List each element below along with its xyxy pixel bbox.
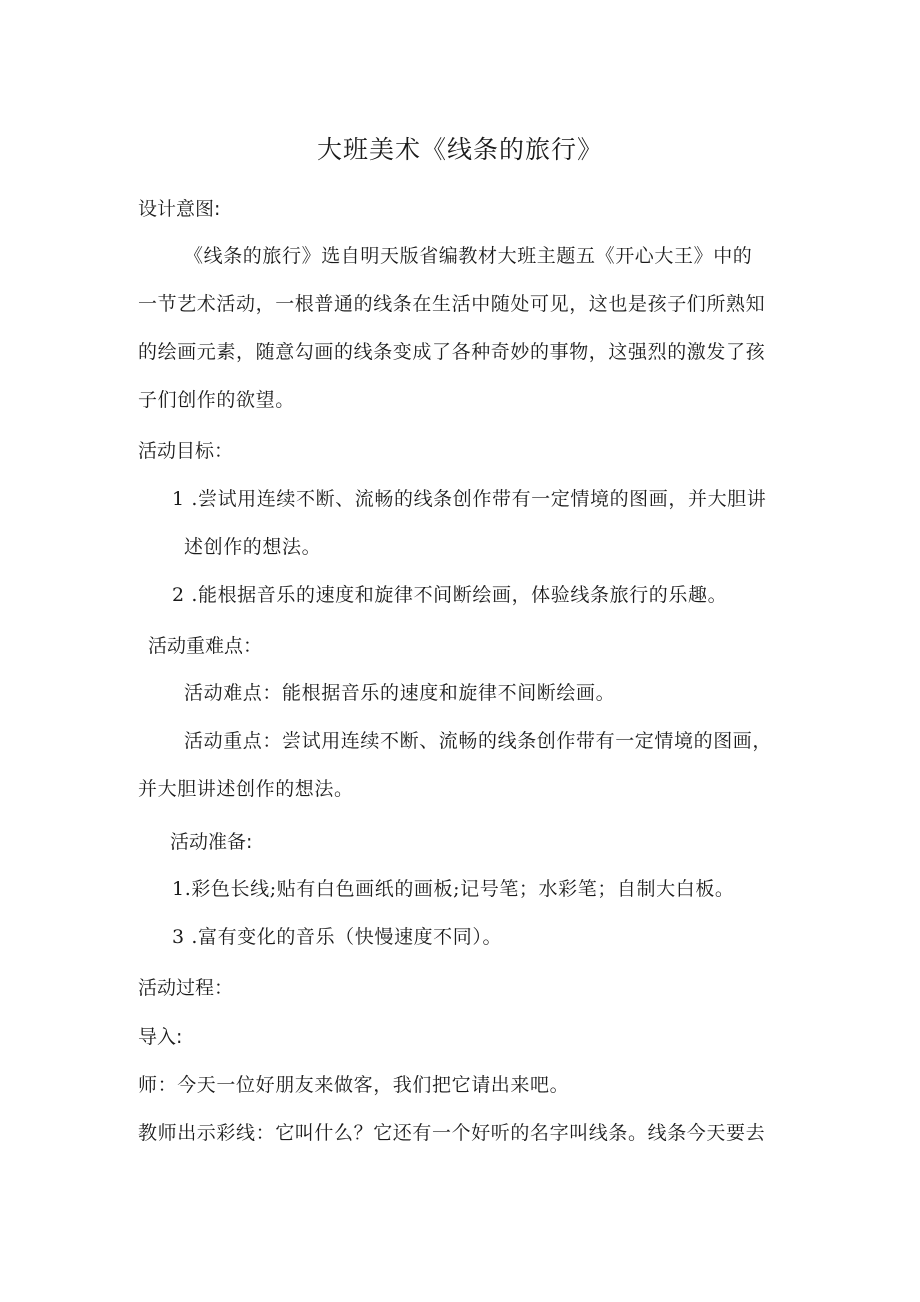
process-heading: 活动过程： — [138, 977, 234, 999]
key-points-heading: 活动重难点： — [148, 635, 263, 657]
focus-line-1: 活动重点：尝试用连续不断、流畅的线条创作带有一定情境的图画， — [184, 730, 773, 752]
design-intent-line-2: 一节艺术活动，一根普通的线条在生活中随处可见，这也是孩子们所熟知 — [138, 293, 766, 315]
intro-heading: 导入: — [138, 1026, 183, 1048]
preparation-item-2: 3 .富有变化的音乐（快慢速度不同）。 — [172, 926, 503, 948]
document-title: 大班美术《线条的旅行》 — [316, 135, 603, 164]
process-line-1: 师：今天一位好朋友来做客，我们把它请出来吧。 — [138, 1074, 570, 1096]
goal-item-1: 1 .尝试用连续不断、流畅的线条创作带有一定情境的图画，并大胆讲 — [172, 488, 767, 510]
design-intent-line-3: 的绘画元素，随意勾画的线条变成了各种奇妙的事物，这强烈的激发了孩 — [138, 341, 766, 363]
goals-heading: 活动目标： — [138, 440, 234, 462]
design-intent-line-1: 《线条的旅行》选自明天版省编教材大班主题五《开心大王》中的 — [184, 245, 753, 267]
process-line-2: 教师出示彩线：它叫什么？它还有一个好听的名字叫线条。线条今天要去 — [138, 1122, 766, 1144]
design-intent-heading: 设计意图: — [138, 198, 221, 220]
goal-item-1-continued: 述创作的想法。 — [184, 536, 322, 558]
goal-item-2: 2 .能根据音乐的速度和旋律不间断绘画，体验线条旅行的乐趣。 — [172, 584, 728, 606]
difficulty-line: 活动难点：能根据音乐的速度和旋律不间断绘画。 — [184, 682, 616, 704]
design-intent-line-4: 子们创作的欲望。 — [138, 389, 295, 411]
preparation-item-1: 1.彩色长线;贴有白色画纸的画板;记号笔；水彩笔；自制大白板。 — [172, 878, 735, 900]
focus-line-2: 并大胆讲述创作的想法。 — [138, 778, 354, 800]
preparation-heading: 活动准备: — [170, 831, 253, 853]
